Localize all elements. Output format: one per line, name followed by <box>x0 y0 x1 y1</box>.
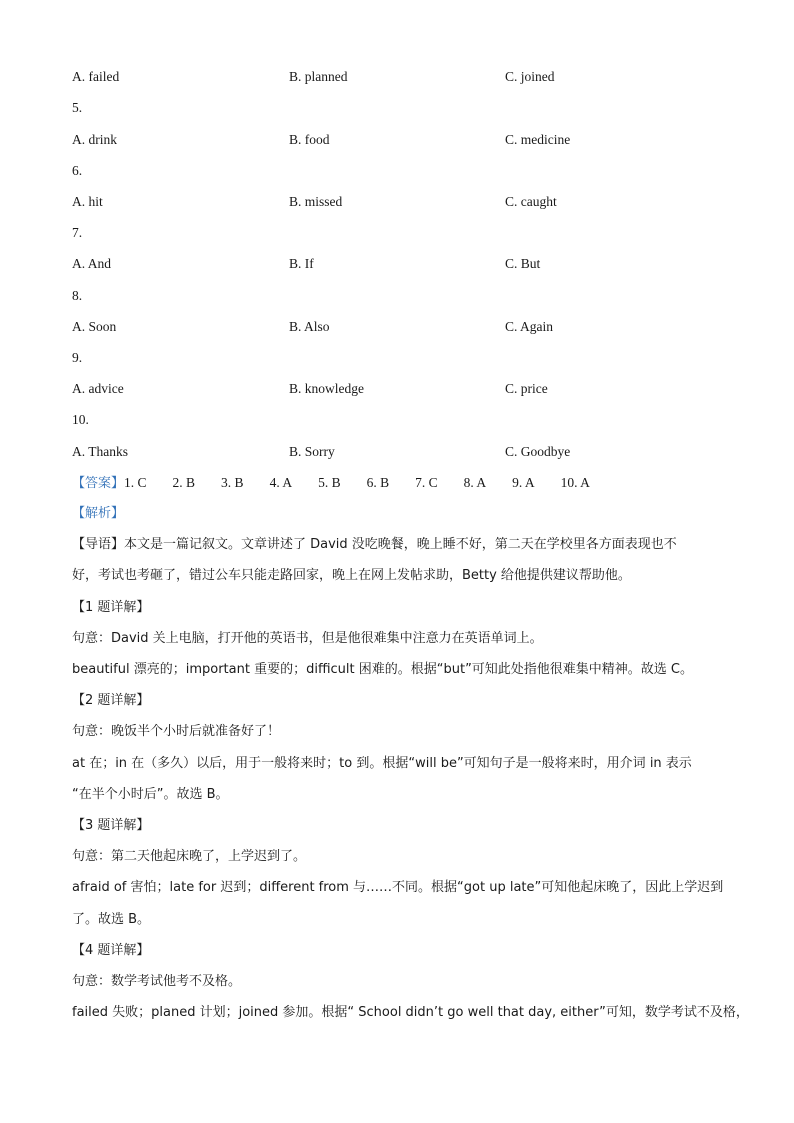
detail-4-header: 【4 题详解】 <box>72 943 150 958</box>
q9-option-c: C. price <box>505 381 548 396</box>
q7-number: 7. <box>72 225 83 240</box>
q7-option-c: C. But <box>505 256 541 271</box>
q10-number: 10. <box>72 412 89 427</box>
detail-4-explain-1: failed 失败；planed 计划；joined 参加。根据“ School didn’t go well that day, either”可知，数学考试不及格， <box>72 1005 749 1020</box>
detail-4-meaning: 句意：数学考试他考不及格。 <box>72 974 242 989</box>
q4-option-c: C. joined <box>505 69 555 84</box>
detail-1-header: 【1 题详解】 <box>72 600 150 615</box>
detail-3-header: 【3 题详解】 <box>72 818 150 833</box>
intro-line-2: 好，考试也考砸了，错过公车只能走路回家，晚上在网上发帖求助，Betty 给他提供建议帮助他。 <box>72 568 631 583</box>
answer-item: 4. A <box>269 475 293 490</box>
detail-3-explain-1: afraid of 害怕；late for 迟到；different from 与……不同。根据“got up late”可知他起床晚了，因此上学迟到 <box>72 880 724 895</box>
q8-number: 8. <box>72 288 83 303</box>
q5-option-c: C. medicine <box>505 132 571 147</box>
q6-option-c: C. caught <box>505 194 557 209</box>
answer-item: 9. A <box>512 475 535 490</box>
q4-option-b: B. planned <box>289 69 348 84</box>
detail-3-meaning: 句意：第二天他起床晚了，上学迟到了。 <box>72 849 307 864</box>
answer-label: 【答案】 <box>72 476 125 491</box>
q6-number: 6. <box>72 163 83 178</box>
answer-item: 7. C <box>415 475 438 490</box>
q4-option-a: A. failed <box>72 69 120 84</box>
answer-item: 6. B <box>366 475 390 490</box>
detail-1-meaning: 句意：David 关上电脑，打开他的英语书，但是他很难集中注意力在英语单词上。 <box>72 631 543 646</box>
detail-2-explain-1: at 在；in 在（多久）以后，用于一般将来时；to 到。根据“will be”可知句子是一般将来时，用介词 in 表示 <box>72 756 692 771</box>
q10-option-b: B. Sorry <box>289 444 335 459</box>
detail-2-explain-2: “在半个小时后”。故选 B。 <box>72 787 229 802</box>
q6-option-b: B. missed <box>289 194 343 209</box>
detail-3-explain-2: 了。故选 B。 <box>72 912 151 927</box>
answer-item: 5. B <box>318 475 341 490</box>
q5-option-a: A. drink <box>72 132 117 147</box>
q10-option-a: A. Thanks <box>72 444 128 459</box>
detail-2-meaning: 句意：晚饭半个小时后就准备好了！ <box>72 724 281 739</box>
q5-option-b: B. food <box>289 132 330 147</box>
q7-option-a: A. And <box>72 256 112 271</box>
answer-item: 3. B <box>221 475 244 490</box>
q6-option-a: A. hit <box>72 194 103 209</box>
analysis-label: 【解析】 <box>72 506 125 521</box>
q10-option-c: C. Goodbye <box>505 444 571 459</box>
q9-option-a: A. advice <box>72 381 124 396</box>
answer-item: 1. C <box>124 475 147 490</box>
answer-item: 8. A <box>463 475 487 490</box>
q9-number: 9. <box>72 350 83 365</box>
q8-option-b: B. Also <box>289 319 330 334</box>
intro-line-1: 【导语】本文是一篇记叙文。文章讲述了 David 没吃晚餐，晚上睡不好，第二天在学校里各方面表现也不 <box>72 537 677 552</box>
q9-option-b: B. knowledge <box>289 381 364 396</box>
q5-number: 5. <box>72 100 83 115</box>
q7-option-b: B. If <box>289 256 314 271</box>
answer-item: 10. A <box>560 475 590 490</box>
q8-option-c: C. Again <box>505 319 554 334</box>
q8-option-a: A. Soon <box>72 319 117 334</box>
answer-key-row <box>72 474 616 493</box>
answer-item: 2. B <box>172 475 196 490</box>
detail-2-header: 【2 题详解】 <box>72 693 150 708</box>
detail-1-explain: beautiful 漂亮的；important 重要的；difficult 困难的。根据“but”可知此处指他很难集中精神。故选 C。 <box>72 662 694 677</box>
